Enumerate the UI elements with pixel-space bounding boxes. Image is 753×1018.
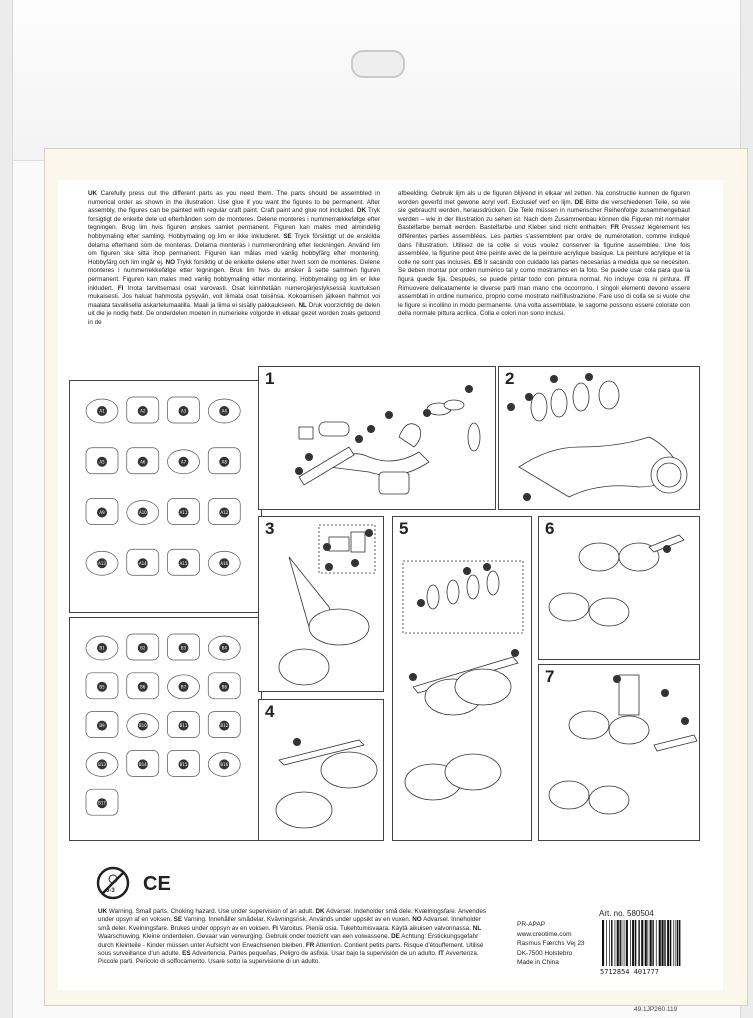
part-label: A8 — [221, 459, 227, 465]
company-line: Made in China — [517, 959, 559, 966]
part-label: A5 — [99, 459, 105, 465]
barcode-bar — [676, 920, 677, 966]
language-code: ES — [473, 258, 483, 266]
barcode-bar — [648, 920, 649, 966]
language-code: SE — [283, 232, 292, 240]
language-text: Avvertenza. Piccole parti. Pericolo di soffocamento. Usare sotto la supervisione di un adulto. — [98, 950, 479, 966]
barcode-bar — [622, 920, 623, 966]
part-label: B12 — [220, 723, 229, 729]
part-label: B3 — [180, 645, 187, 651]
language-text: Advarsel. Indeholder små dele. Kvælningsfare. Anvendes under opsyn af en voksen. — [98, 908, 486, 924]
language-text: Irrota tarvitsemasi osat varovasti. Osat kiinnitetään numerojärjestyksessä kuvituksen mukaisesti. Jos haluat hahmosta pysyvän, voit liimata osat toisiinsa. Kokoamisen jälkeen hahmot voi maalata tavallisella askartelumaalilla. Maali ja liima ei sisälly pakkaukseen. — [88, 284, 380, 309]
step-2-panel — [498, 366, 700, 510]
language-code: NO — [412, 916, 422, 924]
step-3-panel — [258, 516, 384, 692]
language-text: Tryck försiktigt ut de enskilda delarna efterhand som de monteras. Delarna monteras i nummerordning efter teckningen. Använd lim om figuren ska sitta ihop permanent. Figuren kan målas med vanlig hobbyfärg efter montering. Hobbyfärg och lim ingår ej. — [88, 232, 380, 266]
company-line: Rasmus Færchs Vej 23 — [517, 940, 585, 947]
barcode-bar — [617, 920, 619, 966]
part-label: B11 — [179, 723, 188, 729]
barcode-bar — [679, 920, 680, 966]
part-label: B10 — [138, 723, 147, 729]
part-label: A4 — [221, 408, 227, 414]
part-label: B8 — [221, 684, 227, 690]
barcode-bar — [673, 920, 674, 966]
ce-mark: CE — [143, 873, 171, 895]
barcode-bar — [615, 920, 616, 966]
step-4-panel — [258, 699, 384, 841]
barcode-bar — [624, 920, 625, 966]
article-number: Art. no. 580504 — [599, 909, 654, 918]
language-text: Druk voorzichtig de delen uit die je nodig hebt. De onderdelen moeten in numerieke volgorde in elkaar gezet worden zoals getoond in de — [88, 301, 381, 326]
barcode — [600, 920, 690, 978]
barcode-bar — [635, 920, 636, 966]
language-code: UK — [88, 190, 98, 197]
language-text: Warning. Small parts. Choking hazard. Use under supervision of an adult. — [108, 908, 316, 915]
language-code: NL — [298, 301, 307, 309]
step-number: 1 — [265, 369, 275, 388]
step-number: 3 — [265, 519, 275, 538]
part-label: A2 — [140, 408, 146, 414]
part-label: A13 — [98, 560, 106, 566]
part-label: B2 — [140, 645, 146, 651]
barcode-bar — [670, 920, 671, 966]
step-5-panel — [392, 516, 532, 841]
part-label: A9 — [99, 510, 105, 515]
part-label: B6 — [140, 684, 146, 690]
part-label: A16 — [220, 560, 229, 566]
language-text: Waarschuwing. Kleine onderdelen. Gevaar van verwurging. Gebruik onder toezicht van een volwassene. — [98, 933, 392, 941]
bag-hanger — [13, 0, 740, 161]
language-code: FR — [305, 941, 315, 949]
language-text: afbeelding. Gebruik lijm als u de figuren blijvend in elkaar wil zetten. Na constructie kunnen de figuren worden geverfd met gewone acryl verf. Exclusief verf en lijm. — [398, 190, 690, 206]
barcode-bar — [620, 920, 621, 966]
part-label: B5 — [99, 684, 105, 690]
step-7-panel — [538, 664, 700, 841]
barcode-bar — [652, 920, 653, 966]
language-code: IT — [684, 275, 690, 283]
part-label: B1 — [99, 645, 105, 651]
barcode-bar — [609, 920, 610, 966]
part-label: B15 — [179, 761, 188, 767]
part-label: B7 — [180, 684, 187, 690]
part-label: A10 — [138, 510, 147, 515]
barcode-bar — [630, 920, 631, 966]
step-number: 4 — [265, 702, 275, 721]
language-code: UK — [98, 908, 108, 915]
language-text: Tryk forsigtigt de enkelte dele ud efterhånden som de monteres. Delene monteres i nummerrækkefølge efter tegningen. Brug lim hvis figuren ønskes samlet permanent. Figuren kan males med almindelig hobbymaling efter samling. Hobbymaling og lim er ikke inkluderet. — [88, 207, 380, 240]
language-text: Advertencia. Partes pequeñas. Peligro de asfixia. Usar bajo la supervisión de un adulto. — [191, 950, 439, 958]
language-code: ES — [182, 950, 191, 958]
language-text: Varoitus. Pieniä osia. Tukehtumisvaara. Käytä aikuisen valvonnassa. — [279, 924, 473, 932]
barcode-bar — [602, 920, 604, 966]
language-code: DE — [574, 198, 584, 206]
language-code: NO — [165, 258, 176, 266]
part-label: A7 — [180, 459, 187, 465]
part-label: A3 — [180, 408, 187, 414]
language-code: IT — [438, 950, 445, 958]
step-6-panel — [538, 516, 700, 660]
language-code: FR — [610, 224, 619, 232]
language-code: DE — [391, 933, 400, 941]
warning-text — [98, 908, 488, 967]
step-number: 2 — [505, 369, 515, 388]
step-number: 5 — [399, 519, 409, 538]
part-label: B13 — [98, 761, 106, 767]
language-text: Advarsel. Inneholder små deler. Kvelningsfare. Brukes under oppsyn av en voksen. — [98, 916, 481, 932]
part-label: B4 — [221, 645, 227, 651]
barcode-bar — [626, 920, 628, 966]
part-label: B14 — [138, 761, 147, 767]
hang-hole — [351, 50, 405, 78]
language-text: Trykk forsiktig ut de enkelte delene etter hvert som de monteres. Delene monteres i nummerrekkefølge etter tegningen. Bruk lim hvis du ønsker å sette sammen figuren permanent. Figuren kan males med vanlig hobbymaling etter montering. Hobbymaling og lim er ikke inkludert. — [88, 258, 380, 292]
language-code: NL — [472, 924, 482, 932]
instructions-right-column — [398, 190, 690, 319]
step-number: 7 — [545, 667, 555, 686]
parts-sheet-a — [69, 380, 262, 613]
language-text: Varning. Innehåller smådelar. Kvävningsrisk. Används under uppsikt av en vuxen. — [183, 916, 413, 924]
part-label: A11 — [179, 510, 188, 515]
language-text: Bitte die verschiedenen Teile, so wie sie gebraucht werden, herausdrücken. Die Teile müssen in numerischer Reihenfolge zusammengebaut werden – wie in der Illustration zu sehen ist. Nach dem Zusammenbau können die Figuren mit normaler Bastelfarbe bemalt werden. Bastelfarbe und Kleber sind nicht enthalten. — [398, 198, 690, 232]
age-label: 0-3 — [106, 888, 115, 894]
part-label: A15 — [179, 560, 188, 566]
age-warning-icon — [96, 866, 134, 904]
language-text: Achtung: Erstickungsgefahr durch Kleinteile - Kinder müssen unter Aufsicht von Erwachsenen bleiben. — [98, 933, 479, 949]
barcode-bar — [638, 920, 639, 966]
step-number: 6 — [545, 519, 555, 538]
language-code: FI — [272, 924, 278, 932]
language-code: DK — [315, 908, 325, 915]
part-label: B17 — [98, 800, 106, 806]
language-text: Pressez légèrement les différentes parties assemblées. Les parties s'assemblent par ordre de numérotation, comme indiqué dans l'illustration. Utilisez de la colle si vous voulez conserver la figurine assemblée. Une fois assemblée, la figurine peut être peinte avec de la peinture acrylique basique. La peinture acrylique et la colle ne sont pas incluses. — [398, 224, 690, 266]
part-label: A12 — [220, 510, 229, 515]
part-label: A14 — [138, 560, 147, 566]
instructions-left-column — [88, 190, 380, 328]
part-label: B16 — [220, 761, 229, 767]
company-line: DK-7500 Holstebro — [517, 949, 573, 957]
print-code: 49.1JP260.119 — [634, 1006, 678, 1013]
barcode-bar — [632, 920, 634, 966]
company-line: www.creotime.com — [517, 930, 572, 938]
barcode-bar — [664, 920, 665, 966]
barcode-bar — [641, 920, 643, 966]
language-text: Carefully press out the different parts as you need them. The parts should be assembled in numerical order as shown in the illustration. Use glue if you want the figures to be permanent. After assembly, the figures can be painted with regular craft paint. Craft paint and glue not included. — [88, 190, 381, 215]
barcode-bar — [606, 920, 607, 966]
company-line: PR-APAP — [517, 921, 546, 928]
language-text: Rimuovere delicatamente le diverse parti man mano che occorrono. I singoli elementi devono essere assemblati in ordine numerico, proprio come mostrato nell'illustrazione. Fare uso di colla se si vuole che le figure si incollino in modo permanente. Una volta assemblate, le sagome possono essere colorate con della normale pittura acrilica. Colla e colori non sono inclusi. — [398, 284, 690, 318]
company-address — [517, 920, 597, 968]
barcode-bar — [659, 920, 661, 966]
barcode-bar — [662, 920, 664, 966]
barcode-bar — [677, 920, 678, 966]
barcode-bar — [667, 920, 669, 966]
part-label: B9 — [99, 723, 105, 729]
barcode-bar — [645, 920, 647, 966]
barcode-bar — [656, 920, 657, 966]
language-text: Attention. Contient petits parts. Risque d'étouffement. Utilisé sous surveillance d'un adulte. — [98, 941, 484, 958]
part-label: A1 — [99, 408, 105, 414]
barcode-number: 5712854 401777 — [600, 968, 660, 976]
part-label: A6 — [140, 459, 146, 465]
language-code: SE — [173, 916, 183, 924]
barcode-bar — [650, 920, 652, 966]
step-1-panel — [258, 366, 496, 510]
barcode-bar — [611, 920, 612, 966]
language-code: FI — [117, 284, 124, 292]
language-code: DK — [356, 207, 366, 215]
language-text: Ir sacando con cuidado las partes necesarias a medida que se necesiten. Se deben montar por orden numérico tal y como mostramos en la foto. Se puede usar cola para que la figura quede fija. Después, se puede pintar todo con pintura normal. No incluye cola ni pintura. — [398, 258, 690, 283]
parts-sheet-b — [69, 617, 262, 841]
